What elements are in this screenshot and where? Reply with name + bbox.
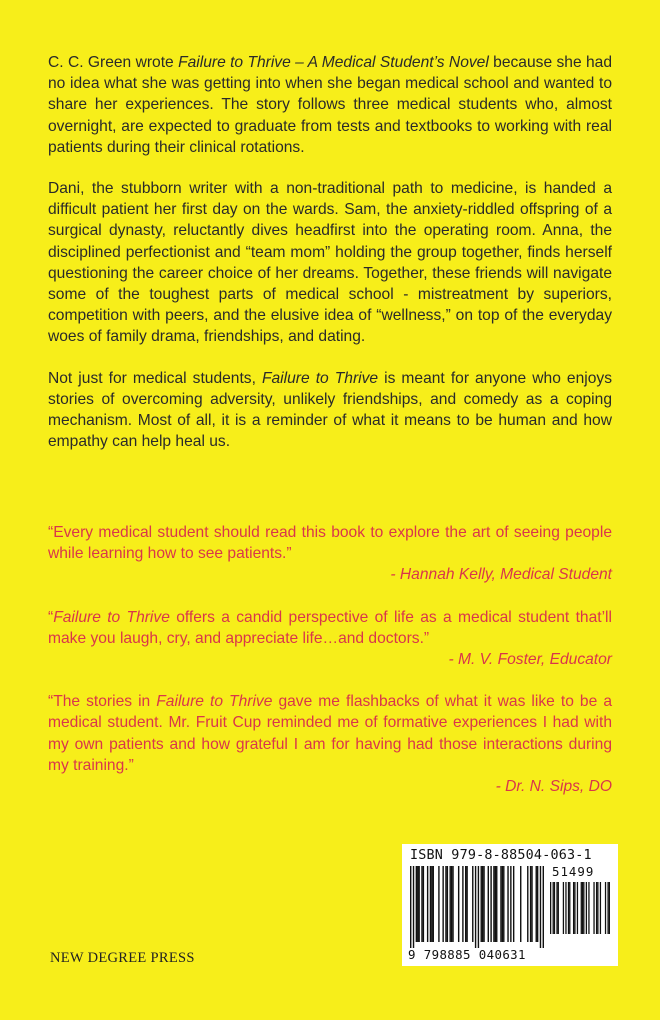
barcode-bar <box>472 866 473 942</box>
publisher-name: NEW DEGREE PRESS <box>50 950 195 966</box>
barcode-bar <box>438 866 439 942</box>
barcode-bar <box>418 866 419 942</box>
barcode-bar <box>466 866 467 942</box>
book-title-italic: Failure to Thrive <box>261 369 379 387</box>
text-run: Not just for medical students, <box>48 369 262 387</box>
book-description <box>48 52 612 472</box>
text-run: C. C. Green wrote <box>48 54 179 71</box>
barcode-bar <box>588 882 589 934</box>
barcode-bar <box>447 866 448 942</box>
barcode-bar <box>563 882 564 934</box>
text-run: “ <box>48 608 54 626</box>
barcode-bar <box>488 866 489 942</box>
barcode-bar <box>451 866 452 942</box>
barcode-bar <box>605 882 606 934</box>
barcode-bar <box>530 866 531 942</box>
barcode-bar <box>556 882 557 934</box>
barcode-bar <box>600 882 601 934</box>
price-code: 51499 <box>552 864 595 879</box>
barcode-bar <box>482 866 483 942</box>
barcode-bar <box>607 882 608 934</box>
isbn-barcode <box>402 844 618 966</box>
barcode-bar <box>543 866 544 948</box>
description-paragraph-1 <box>48 52 612 158</box>
barcode-bar <box>496 866 497 942</box>
barcode-bar <box>540 866 541 948</box>
barcode-bar <box>458 866 459 942</box>
barcode-bar <box>433 866 434 942</box>
barcode-bar <box>503 866 504 942</box>
barcode-bar <box>421 866 422 942</box>
barcode-bar <box>574 882 575 934</box>
barcode-bar <box>478 866 479 948</box>
text-run: Dani, the stubborn writer with a non-traditional path to medicine, is handed a difficult patient her first day on the wards. Sam, the anxiety-riddled offspring of a surgical dynasty, reluctantly dives headfirst into the operating room. Anna, the disciplined perfectionist and “team mom” holding the group together, finds herself questioning the career choice of her dreams. Together, these friends will navigate some of the toughest parts of medical school - mistreatment by superiors, competition with peers, and the elusive idea of “wellness,” on top of the everyday woes of family drama, friendships, and dating. <box>48 180 612 346</box>
barcode-bar <box>507 866 508 942</box>
barcode-bar <box>596 882 597 934</box>
text-run: “Every medical student should read this book to explore the art of seeing people while learning how to see patients.” <box>48 524 612 563</box>
barcode-bar <box>577 882 578 934</box>
barcode-bar <box>573 882 574 934</box>
barcode-bar <box>423 866 424 942</box>
barcode-bar <box>452 866 453 942</box>
barcode-bar <box>536 866 537 942</box>
barcode-bar <box>582 882 583 934</box>
text-run: “The stories in <box>48 693 157 711</box>
barcode-bar <box>553 882 554 934</box>
barcode-bar <box>581 882 582 934</box>
barcode-bar <box>413 866 414 948</box>
barcode-bar <box>569 882 570 934</box>
barcode-bar <box>475 866 476 948</box>
barcode-bar <box>554 882 555 934</box>
barcode-bar <box>416 866 417 942</box>
barcode-bar <box>586 882 587 934</box>
quote-text <box>48 691 612 776</box>
barcode-bar <box>445 866 446 942</box>
barcode-bar <box>531 866 532 942</box>
quote-attribution: - Hannah Kelly, Medical Student <box>390 566 612 584</box>
description-paragraph-3 <box>48 368 612 453</box>
barcode-bar <box>500 866 501 942</box>
barcode-bar <box>417 866 418 942</box>
barcode-bar <box>558 882 559 934</box>
barcode-bar <box>597 882 598 934</box>
endorsement-quote <box>48 522 612 586</box>
endorsement-quote <box>48 607 612 671</box>
barcode-bar <box>495 866 496 942</box>
barcode-bar <box>449 866 450 942</box>
barcode-bar <box>527 866 528 942</box>
endorsement-quote <box>48 691 612 797</box>
barcode-bar <box>481 866 482 942</box>
text-run: because she had no idea what she was getting into when she began medical school and wanted to share her experiences. The story follows three medical students who, almost overnight, are expected to graduate from tests and textbooks to working with real patients during their clinical rotations. <box>48 54 612 156</box>
isbn-label: ISBN 979-8-88504-063-1 <box>410 848 592 863</box>
barcode-bar <box>431 866 432 942</box>
book-title-italic: Failure to Thrive <box>53 608 170 626</box>
barcode-bar <box>609 882 610 934</box>
quote-attribution: - Dr. N. Sips, DO <box>495 778 612 796</box>
barcode-bar <box>465 866 466 942</box>
barcode-bar <box>593 882 594 934</box>
barcode-bar <box>430 866 431 942</box>
price-barcode-bars <box>550 882 610 934</box>
barcode-bar <box>462 866 463 942</box>
barcode-bar <box>520 866 521 942</box>
barcode-bar <box>483 866 484 942</box>
barcode-bar <box>490 866 491 942</box>
text-run: offers a candid perspective of life as a medical student that’ll make you laugh, cry, and appreciate life…and doctors.” <box>48 608 612 647</box>
barcode-bar <box>510 866 511 942</box>
book-title-italic: Failure to Thrive <box>156 693 273 711</box>
ean-number: 9 798885 040631 <box>408 947 526 962</box>
barcode-bar <box>565 882 566 934</box>
quote-text <box>48 522 612 564</box>
text-run: is meant for anyone who enjoys stories of overcoming adversity, unlikely friendships, and comedy as a coping mechanism. Most of all, it is a reminder of what it means to be human and how empathy can help heal us. <box>48 369 612 451</box>
book-title-italic: Failure to Thrive – A Medical Student’s Novel <box>178 54 489 71</box>
barcode-bar <box>513 866 514 942</box>
quote-text <box>48 607 612 649</box>
description-paragraph-2 <box>48 178 612 348</box>
quote-attribution: - M. V. Foster, Educator <box>448 651 612 669</box>
endorsements <box>48 522 612 818</box>
barcode-bar <box>537 866 538 942</box>
barcode-bar <box>410 866 411 948</box>
barcode-bar <box>493 866 494 942</box>
barcode-bar <box>427 866 428 942</box>
barcode-bar <box>583 882 584 934</box>
barcode-bar <box>442 866 443 942</box>
text-run: gave me flashbacks of what it was like to be a medical student. Mr. Fruit Cup reminded me of formative experiences I had with my own patients and how grateful I am for having had those interactions during my training.” <box>48 693 612 774</box>
ean-barcode-bars <box>410 866 544 948</box>
barcode-bar <box>550 882 551 934</box>
barcode-bar <box>568 882 569 934</box>
barcode-bar <box>502 866 503 942</box>
